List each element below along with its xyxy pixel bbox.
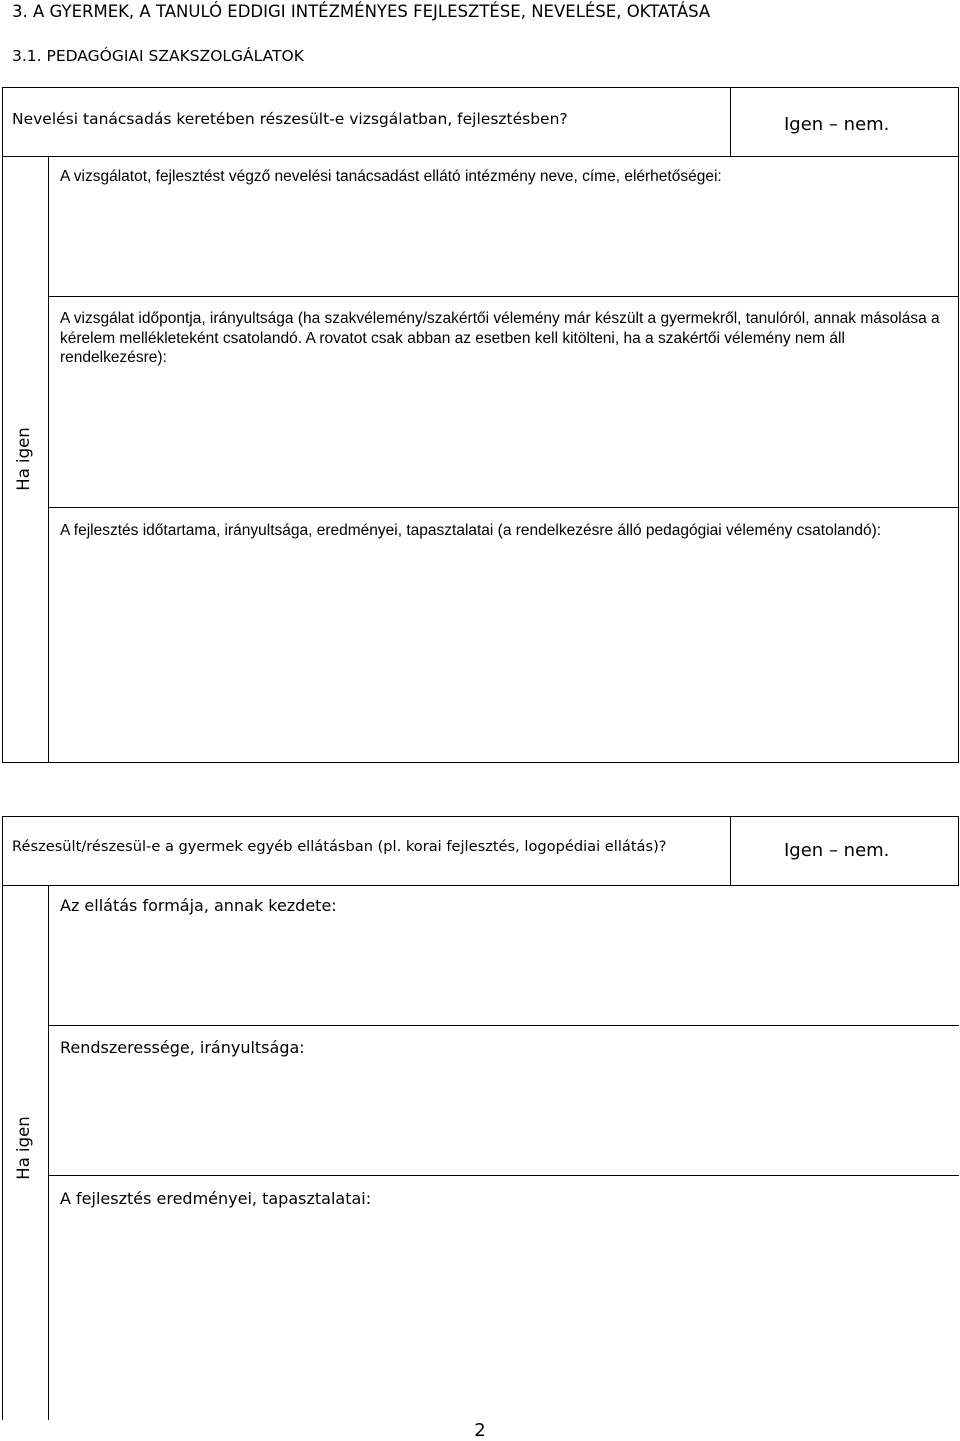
- section2-field-divider-1: [48, 1025, 959, 1026]
- section2-field-results[interactable]: A fejlesztés eredményei, tapasztalatai:: [60, 1189, 372, 1208]
- section1-field-divider-1: [48, 296, 959, 297]
- section1-side-label: Ha igen: [14, 427, 33, 491]
- section1-field-development[interactable]: A fejlesztés időtartama, irányultsága, eredményei, tapasztalatai (a rendelkezésre álló pedagógiai vélemény csatolandó):: [60, 522, 882, 539]
- section1-divider-vertical: [730, 87, 731, 157]
- section1-answer[interactable]: Igen – nem.: [784, 114, 890, 135]
- page-number: 2: [474, 1420, 486, 1441]
- section2-field-divider-2: [48, 1175, 959, 1176]
- section2-question: Részesült/részesül-e a gyermek egyéb ellátásban (pl. korai fejlesztés, logopédiai ellátás)?: [12, 838, 667, 855]
- section1-field-divider-2: [48, 507, 959, 508]
- section2-divider-vertical: [730, 816, 731, 886]
- section2-side-divider: [48, 885, 49, 1420]
- section2-answer[interactable]: Igen – nem.: [784, 840, 890, 861]
- section2-field-form[interactable]: Az ellátás formája, annak kezdete:: [60, 896, 337, 915]
- subsection-heading: 3.1. PEDAGÓGIAI SZAKSZOLGÁLATOK: [12, 47, 304, 65]
- section1-side-divider: [48, 156, 49, 763]
- section2-left-border: [2, 885, 3, 1420]
- section1-details-frame: [2, 156, 959, 763]
- section1-question: Nevelési tanácsadás keretében részesült-e vizsgálatban, fejlesztésben?: [12, 110, 568, 128]
- section1-field-institution[interactable]: A vizsgálatot, fejlesztést végző nevelési tanácsadást ellátó intézmény neve, címe, elérhetőségei:: [60, 168, 722, 185]
- section2-side-label: Ha igen: [14, 1116, 33, 1180]
- section1-field-examination[interactable]: A vizsgálat időpontja, irányultsága (ha szakvélemény/szakértői vélemény már készült a gyermekről, tanulóról, annak másolása a kérelem mellékleteként csatolandó. A rovatot csak abban az esetben kell kitölteni, ha a szakértői vélemény nem áll rendelkezésre):: [60, 310, 940, 366]
- section2-field-regularity[interactable]: Rendszeressége, irányultsága:: [60, 1038, 305, 1057]
- section-heading: 3. A GYERMEK, A TANULÓ EDDIGI INTÉZMÉNYES FEJLESZTÉSE, NEVELÉSE, OKTATÁSA: [12, 2, 711, 21]
